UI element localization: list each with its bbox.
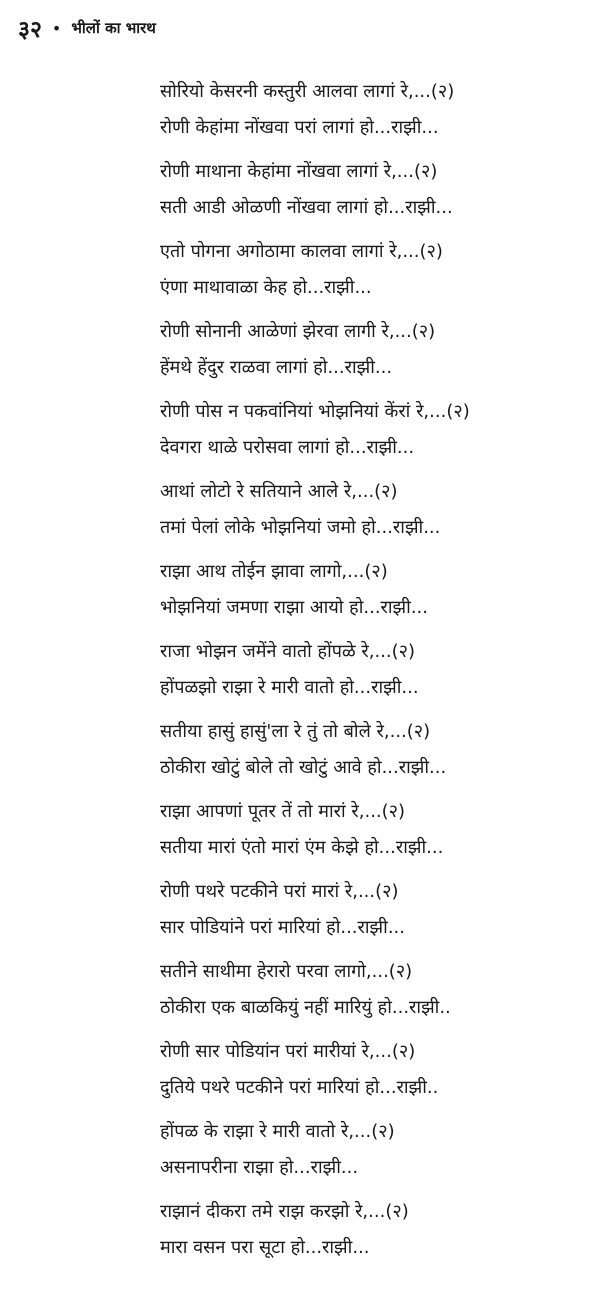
verse-line: रोणी पोस न पकवांनियां भोझनियां केंरां रे,...(२)	[160, 401, 470, 422]
verse-line: राझानं दीकरा तमे राझ करझो रे,...(२)	[160, 1201, 409, 1222]
stanza	[160, 474, 590, 554]
stanza	[160, 234, 590, 314]
verse-line: सोरियो केसरनी कस्तुरी आलवा लागां रे,...(२)	[160, 81, 455, 102]
stanza	[160, 714, 590, 794]
stanza	[160, 634, 590, 714]
verse-line: हेंमथे हेंदुर राळवा लागां हो...राझी...	[160, 357, 393, 378]
verse-line: रोणी सार पोडियांन परां मारीयां रे,...(२)	[160, 1041, 416, 1062]
verse-line: रोणी केहांमा नोंखवा परां लागां हो...राझी...	[160, 117, 439, 138]
verse-line: राझा आपणां पूतर तें तो मारां रे,...(२)	[160, 801, 406, 822]
verse-line: सतीया मारां एंतो मारां एंम केझे हो...राझी...	[160, 837, 444, 858]
stanza	[160, 74, 590, 154]
verse-line: ठोकीरा एक बाळकियुं नहीं मारियुं हो...राझी..	[160, 997, 451, 1018]
stanza	[160, 1034, 590, 1114]
verse-line: आथां लोटो रे सतियाने आले रे,...(२)	[160, 481, 398, 502]
page-number: ३२	[18, 17, 42, 43]
verses	[160, 74, 590, 1274]
stanza	[160, 874, 590, 954]
stanza	[160, 394, 590, 474]
header-bullet: •	[51, 18, 62, 38]
verse-line: देवगरा थाळे परोसवा लागां हो...राझी...	[160, 437, 415, 458]
verse-line: होंपळ के राझा रे मारी वातो रे,...(२)	[160, 1121, 395, 1142]
verse-line: राझा आथ तोईन झावा लागो,...(२)	[160, 561, 388, 582]
verse-line: दुतिये पथरे पटकीने परां मारियां हो...राझी..	[160, 1077, 439, 1098]
verse-line: रोणी सोनानी आळेणां झेरवा लागी रे,...(२)	[160, 321, 436, 342]
verse-line: असनापरीना राझा हो...राझी...	[160, 1157, 359, 1178]
verse-line: भोझनियां जमणा राझा आयो हो...राझी...	[160, 597, 428, 618]
verse-line: होंपळझो राझा रे मारी वातो हो...राझी...	[160, 677, 419, 698]
verse-line: तमां पेलां लोके भोझनियां जमो हो...राझी...	[160, 517, 441, 538]
stanza	[160, 794, 590, 874]
verse-line: सतीया हासुं हासुं'ला रे तुं तो बोले रे,...(२)	[160, 721, 431, 742]
stanza	[160, 554, 590, 634]
verse-line: मारा वसन परा सूटा हो...राझी...	[160, 1237, 370, 1258]
verse-line: एंणा माथावाळा केह हो...राझी...	[160, 277, 372, 298]
page-header	[18, 12, 156, 44]
verse-line: सती आडी ओळणी नोंखवा लागां हो...राझी...	[160, 197, 453, 218]
stanza	[160, 154, 590, 234]
verse-line: रोणी पथरे पटकीने परां मारां रे,...(२)	[160, 881, 399, 902]
verse-line: रोणी माथाना केहांमा नोंखवा लागां रे,...(२)	[160, 161, 438, 182]
book-title: भीलों का भारथ	[71, 19, 156, 37]
verse-line: एतो पोगना अगोठामा कालवा लागां रे,...(२)	[160, 241, 443, 262]
stanza	[160, 314, 590, 394]
stanza	[160, 1194, 590, 1274]
stanza	[160, 1114, 590, 1194]
stanza	[160, 954, 590, 1034]
verse-line: ठोकीरा खोटुं बोले तो खोटुं आवे हो...राझी...	[160, 757, 447, 778]
verse-line: सार पोडियांने परां मारियां हो...राझी...	[160, 917, 405, 938]
verse-line: सतीने साथीमा हेरारो परवा लागो,...(२)	[160, 961, 413, 982]
verse-line: राजा भोझन जमेंने वातो होंपळे रे,...(२)	[160, 641, 416, 662]
